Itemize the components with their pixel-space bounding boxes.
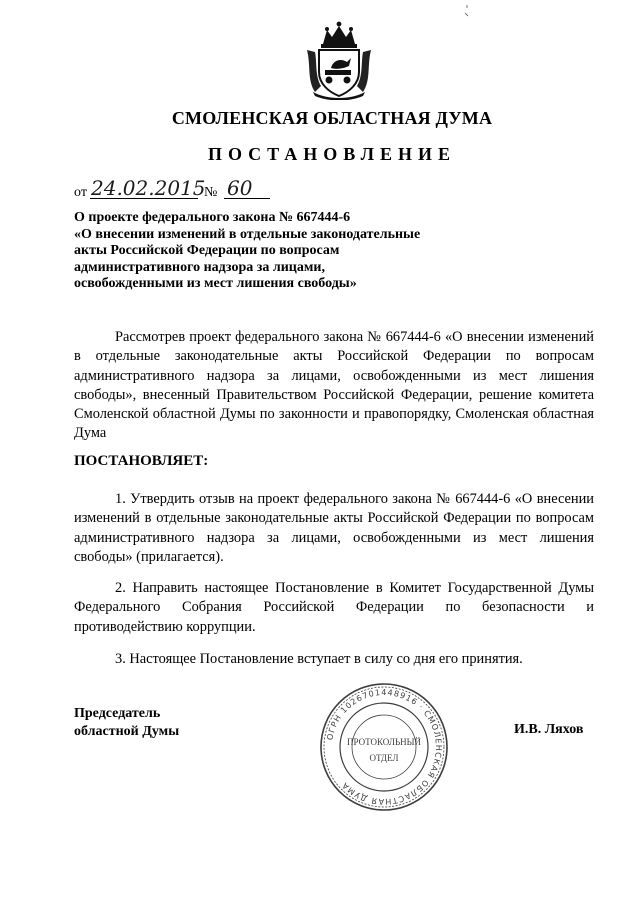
seal-outer-text: ОГРН 1026701448916 · СМОЛЕНСКАЯ ОБЛАСТНАЯ ДУМА: [325, 687, 444, 807]
official-seal-stamp: [318, 681, 450, 813]
coat-of-arms-icon: [301, 20, 377, 100]
resolution-item-2: 2. Направить настоящее Постановление в Комитет Государственной Думы Федерального Собрания Российской Федерации по безопасности и противодействию коррупции.: [74, 580, 594, 635]
subject-line: О проекте федерального закона № 667444-6: [74, 210, 351, 225]
resolves-heading: ПОСТАНОВЛЯЕТ:: [74, 453, 209, 469]
preamble-paragraph: Рассмотрев проект федерального закона № 667444-6 «О внесении изменений в отдельные законодательные акты Российской Федерации по вопросам административного надзора за лицами, освобожденными из мест лишения свободы», внесенный Правительством Российской Федерации, решение комитета Смоленской областной Думы по законности и правопорядку, Смоленская областная Дума: [74, 329, 594, 442]
signatory-title-line: областной Думы: [74, 724, 180, 739]
seal-center-line: ОТДЕЛ: [369, 753, 399, 763]
resolution-item-3: 3. Настоящее Постановление вступает в силу со дня его принятия.: [115, 651, 523, 667]
number-prefix: №: [204, 185, 218, 200]
handwritten-date: 24.02.2015: [91, 176, 206, 200]
document-subject: [74, 210, 474, 293]
date-number-line: [74, 177, 354, 203]
signatory-name: И.В. Ляхов: [514, 722, 584, 737]
date-underline: [90, 198, 198, 199]
subject-line: «О внесении изменений в отдельные законодательные: [74, 226, 421, 242]
seal-center-line: ПРОТОКОЛЬНЫЙ: [347, 737, 421, 747]
document-type-title: ПОСТАНОВЛЕНИЕ: [207, 144, 457, 164]
organization-name: СМОЛЕНСКАЯ ОБЛАСТНАЯ ДУМА: [171, 108, 493, 128]
subject-line: акты Российской Федерации по вопросам: [74, 243, 340, 258]
date-prefix: от: [74, 185, 87, 200]
subject-line: освобожденными из мест лишения свободы»: [74, 276, 357, 291]
subject-line: административного надзора за лицами,: [74, 259, 325, 275]
resolution-item-1: 1. Утвердить отзыв на проект федерального закона № 667444-6 «О внесении изменений в отдельные законодательные акты Российской Федерации по вопросам административного надзора за лицами, освобожденными из мест лишения свободы» (прилагается).: [74, 491, 594, 565]
handwritten-number: 60: [227, 176, 253, 200]
signatory-title: [74, 705, 179, 741]
scan-mark: [462, 4, 472, 18]
number-underline: [224, 198, 270, 199]
signatory-title-line: Председатель: [74, 706, 161, 721]
